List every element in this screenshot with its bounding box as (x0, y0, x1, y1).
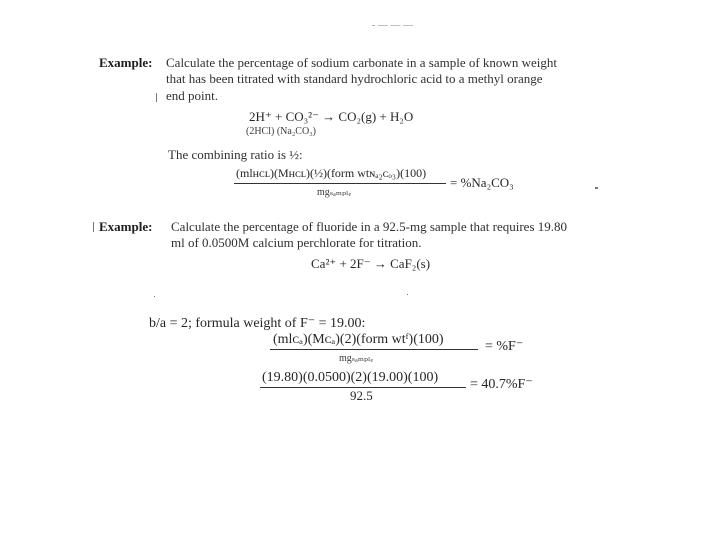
example2-text-line2: ml of 0.0500M calcium perchlorate for titration. (171, 235, 422, 250)
example2-text-line1: Calculate the percentage of fluoride in a 92.5-mg sample that requires 19.80 (171, 219, 567, 234)
example1-text-line2: that has been titrated with standard hydrochloric acid to a methyl orange (166, 71, 543, 86)
example1-text-line3: end point. (166, 88, 218, 103)
example1-label: Example: (99, 55, 153, 70)
example2-formula-result: = %F⁻ (485, 339, 524, 354)
example2-label: Example: (99, 219, 153, 234)
margin-mark (156, 93, 157, 102)
speck (154, 296, 155, 297)
example2-formula-numerator: (mlᴄₐ)(Mᴄₐ)(2)(form wtᶠ)(100) (273, 332, 444, 347)
example2-formula-denominator: mgₛₐₘₚₗₑ (339, 353, 374, 364)
example2-fraction-bar (270, 349, 478, 350)
margin-mark (93, 222, 94, 232)
example2-reaction: Ca²⁺ + 2F⁻ → CaF₂(s) (311, 256, 431, 271)
example1-formula-numerator: (mlʜᴄʟ)(Mʜᴄʟ)(½)(form wtɴₐ₂ᴄₒ₃)(100) (236, 166, 427, 180)
example1-formula-denominator: mgₛₐₘₚₗₑ (317, 187, 352, 198)
example1-fraction-bar (234, 183, 446, 184)
example2-calc-result: = 40.7%F⁻ (470, 377, 533, 392)
example2-ratio-text: b/a = 2; formula weight of F⁻ = 19.00: (149, 316, 366, 331)
example1-reaction: 2H⁺ + CO₃²⁻ → CO₂(g) + H₂O (249, 109, 414, 124)
speck (407, 294, 408, 295)
example1-ratio-text: The combining ratio is ½: (168, 147, 303, 162)
example2-calc-denominator: 92.5 (350, 388, 373, 403)
example1-species-labels: (2HCl) (Na₂CO₃) (246, 126, 317, 137)
example1-formula-result: = %Na₂CO₃ (450, 175, 514, 190)
header-fragment: - — — — (372, 20, 413, 31)
example2-calc-numerator: (19.80)(0.0500)(2)(19.00)(100) (262, 370, 439, 385)
example1-text-line1: Calculate the percentage of sodium carbonate in a sample of known weight (166, 55, 557, 70)
speck (595, 187, 598, 189)
